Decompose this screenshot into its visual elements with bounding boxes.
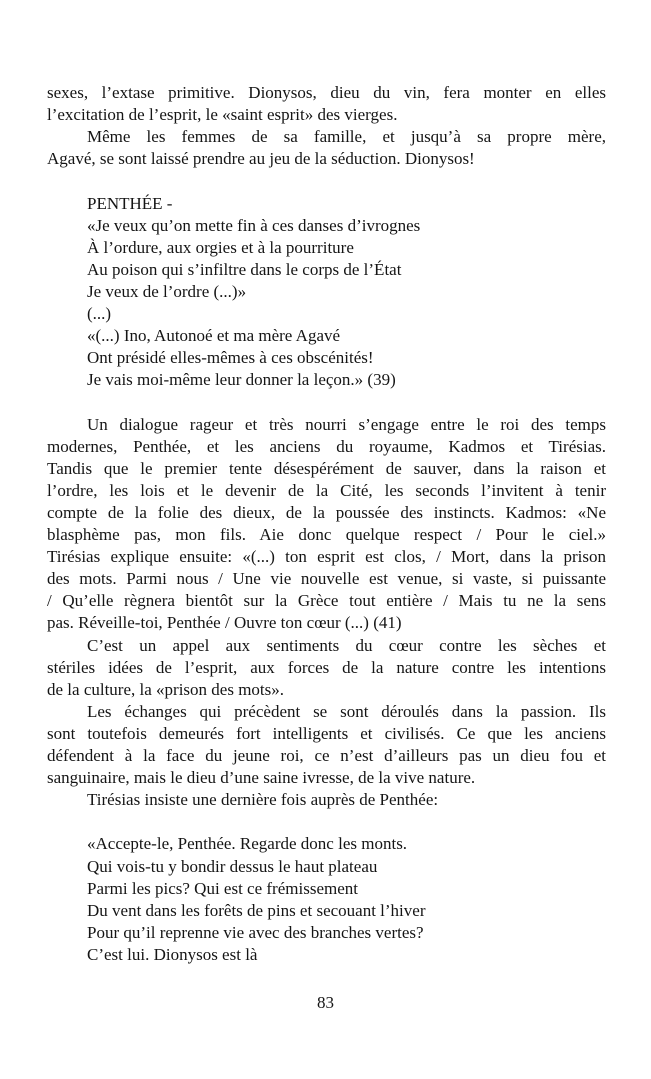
text-line: Un dialogue rageur et très nourri s’engage entre le roi des temps bbox=[87, 414, 606, 434]
verse-line: «Accepte-le, Penthée. Regarde donc les monts. bbox=[87, 834, 408, 854]
verse-line: (...) bbox=[87, 304, 112, 323]
text-line: Même les femmes de sa famille, et jusqu’à sa propre mère, bbox=[87, 127, 606, 147]
page-number: 83 bbox=[317, 993, 334, 1012]
text-line: défendent à la face du jeune roi, ce n’est d’ailleurs pas un dieu fou et bbox=[47, 746, 606, 765]
text-line: / Qu’elle règnera bientôt sur la Grèce tout entière / Mais tu ne la sens bbox=[47, 591, 606, 611]
text-line: pas. Réveille-toi, Penthée / Ouvre ton cœur (...) (41) bbox=[47, 613, 402, 633]
text-line: blasphème pas, mon fils. Aie donc quelque respect / Pour le ciel.» bbox=[47, 525, 606, 544]
text-line: Agavé, se sont laissé prendre au jeu de la séduction. Dionysos! bbox=[47, 149, 475, 169]
text-line: Tandis que le premier tente désespérément de sauver, dans la raison et bbox=[47, 458, 606, 478]
text-line: compte de la folie des dieux, de la poussée des instincts. Kadmos: «Ne bbox=[47, 502, 606, 522]
verse-line: PENTHÉE - bbox=[87, 193, 173, 213]
text-line: Tirésias explique ensuite: «(...) ton esprit est clos, / Mort, dans la prison bbox=[47, 547, 606, 567]
text-line: de la culture, la «prison des mots». bbox=[47, 679, 285, 699]
verse-line: Ont présidé elles-mêmes à ces obscénités! bbox=[87, 348, 374, 368]
text-line: Les échanges qui précèdent se sont déroulés dans la passion. Ils bbox=[87, 701, 606, 721]
verse-line: Je veux de l’ordre (...)» bbox=[87, 281, 247, 301]
text-line: sexes, l’extase primitive. Dionysos, dieu du vin, fera monter en elles bbox=[47, 83, 606, 102]
verse-line: À l’ordure, aux orgies et à la pourriture bbox=[87, 237, 354, 257]
text-line: sont toutefois demeurés fort intelligents et civilisés. Ce que les anciens bbox=[47, 723, 606, 743]
verse-line: Au poison qui s’infiltre dans le corps de l’État bbox=[87, 259, 402, 279]
text-line: des mots. Parmi nous / Une vie nouvelle est venue, si vaste, si puissante bbox=[47, 569, 606, 589]
verse-line: Qui vois-tu y bondir dessus le haut plateau bbox=[87, 856, 378, 876]
text-line: l’ordre, les lois et le devenir de la Cité, les seconds l’invitent à tenir bbox=[47, 480, 606, 500]
verse-line: «Je veux qu’on mette fin à ces danses d’ivrognes bbox=[87, 215, 421, 235]
text-line: l’excitation de l’esprit, le «saint esprit» des vierges. bbox=[47, 105, 398, 125]
verse-line: «(...) Ino, Autonoé et ma mère Agavé bbox=[87, 326, 341, 346]
text-line: sanguinaire, mais le dieu d’une saine ivresse, de la vive nature. bbox=[47, 768, 476, 788]
verse-line: Je vais moi-même leur donner la leçon.» (39) bbox=[87, 370, 396, 390]
text-line: C’est un appel aux sentiments du cœur contre les sèches et bbox=[87, 635, 606, 655]
verse-line: Pour qu’il reprenne vie avec des branches vertes? bbox=[87, 922, 424, 942]
verse-line: C’est lui. Dionysos est là bbox=[87, 944, 258, 964]
text-line: stériles idées de l’esprit, aux forces de la nature contre les intentions bbox=[47, 657, 606, 677]
verse-line: Du vent dans les forêts de pins et secouant l’hiver bbox=[87, 900, 426, 920]
text-line: modernes, Penthée, et les anciens du royaume, Kadmos et Tirésias. bbox=[47, 436, 606, 456]
verse-line: Parmi les pics? Qui est ce frémissement bbox=[87, 878, 358, 898]
text-line: Tirésias insiste une dernière fois auprès de Penthée: bbox=[87, 790, 439, 810]
